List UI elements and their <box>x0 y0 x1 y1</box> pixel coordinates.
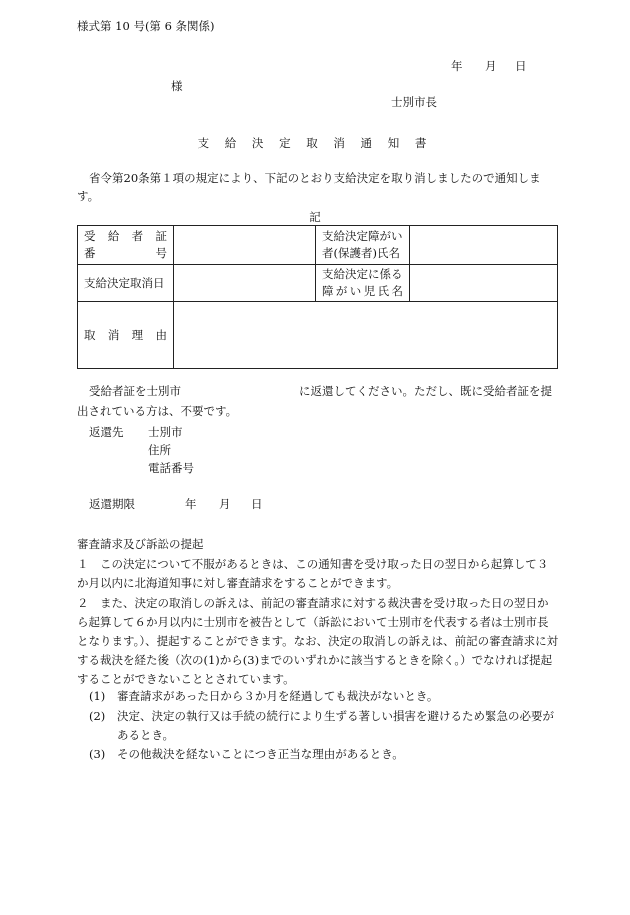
guardian-name-label <box>316 226 410 265</box>
recipient-number-field[interactable] <box>174 226 316 265</box>
appeal-item-2: ２ また、決定の取消しの訴えは、前記の審査請求に対する裁決書を受け取った日の翌日から起算して６か月以内に士別市を被告として（訴訟において士別市を代表する者は士別市長となります。）、提起することができます。なお、決定の取消しの訴えは、前記の審査請求に対する裁決を経た後（次の(1)から(3)までのいずれかに該当するときを除く。）でなければ提起することができないこととされています。 <box>77 596 559 686</box>
reason-label <box>78 302 174 369</box>
year-label: 年 <box>451 59 463 73</box>
recipient-number-label <box>78 226 174 265</box>
subitem-1-number: (1) <box>89 689 106 703</box>
addressee-suffix: 様 <box>171 79 183 93</box>
return-city: 士別市 <box>148 425 183 439</box>
return-notice-part2: に返還してください。ただし、既に受給者証を提出されている方は、不要です。 <box>77 384 552 418</box>
deadline-month: 月 <box>219 497 231 511</box>
day-label: 日 <box>515 59 527 73</box>
deadline-day: 日 <box>251 497 263 511</box>
guardian-name-label-line1: 支給決定障がい <box>322 229 403 243</box>
reason-field[interactable] <box>174 302 558 369</box>
cancel-date-label: 支給決定取消日 <box>78 265 174 302</box>
child-name-label-line2: 障がい児氏名 <box>322 284 403 298</box>
recipient-number-label-line2: 番 号 <box>84 246 167 260</box>
subitem-1-text: 審査請求があった日から３か月を経過しても裁決がないとき。 <box>117 689 439 703</box>
appeal-heading: 審査請求及び訴訟の提起 <box>77 537 204 551</box>
form-number: 様式第 10 号(第 6 条関係) <box>77 19 215 33</box>
deadline-label: 返還期限 <box>89 497 135 511</box>
return-destination-label: 返還先 <box>89 425 124 439</box>
appeal-subitem-1 <box>89 687 559 706</box>
appeal-subitem-3 <box>89 745 559 764</box>
issuer: 士別市長 <box>391 95 437 109</box>
subitem-3-number: (3) <box>89 747 106 761</box>
subitem-3-text: その他裁決を経ないことにつき正当な理由があるとき。 <box>117 747 404 761</box>
child-name-field[interactable] <box>410 265 558 302</box>
return-notice-part1: 受給者証を士別市 <box>89 384 181 398</box>
return-deadline <box>89 496 263 514</box>
document-title: 支 給 決 定 取 消 通 知 書 <box>197 136 433 150</box>
appeal-subitem-2 <box>89 707 559 745</box>
return-address-label: 住所 <box>148 443 171 457</box>
month-label: 月 <box>485 59 497 73</box>
return-phone-label: 電話番号 <box>148 461 194 475</box>
deadline-year: 年 <box>185 497 197 511</box>
info-table <box>77 225 558 369</box>
child-name-label <box>316 265 410 302</box>
return-notice <box>77 381 561 421</box>
subitem-2-text: 決定、決定の執行又は手続の続行により生ずる著しい損害を避けるため緊急の必要があるとき。 <box>117 709 554 742</box>
guardian-name-label-line2: 者(保護者)氏名 <box>322 246 400 260</box>
recipient-number-label-line1: 受 給 者 証 <box>84 229 167 243</box>
child-name-label-line1: 支給決定に係る <box>322 267 403 281</box>
cancel-date-field[interactable] <box>174 265 316 302</box>
intro-text: 省令第20条第１項の規定により、下記のとおり支給決定を取り消しましたので通知します。 <box>77 171 541 203</box>
appeal-item-1: １ この決定について不服があるときは、この通知書を受け取った日の翌日から起算して３か月以内に北海道知事に対し審査請求をすることができます。 <box>77 557 549 590</box>
guardian-name-field[interactable] <box>410 226 558 265</box>
subitem-2-number: (2) <box>89 709 106 723</box>
reason-label-text: 取 消 理 由 <box>84 327 167 342</box>
issue-date <box>451 58 527 76</box>
ki-label: 記 <box>309 210 321 224</box>
